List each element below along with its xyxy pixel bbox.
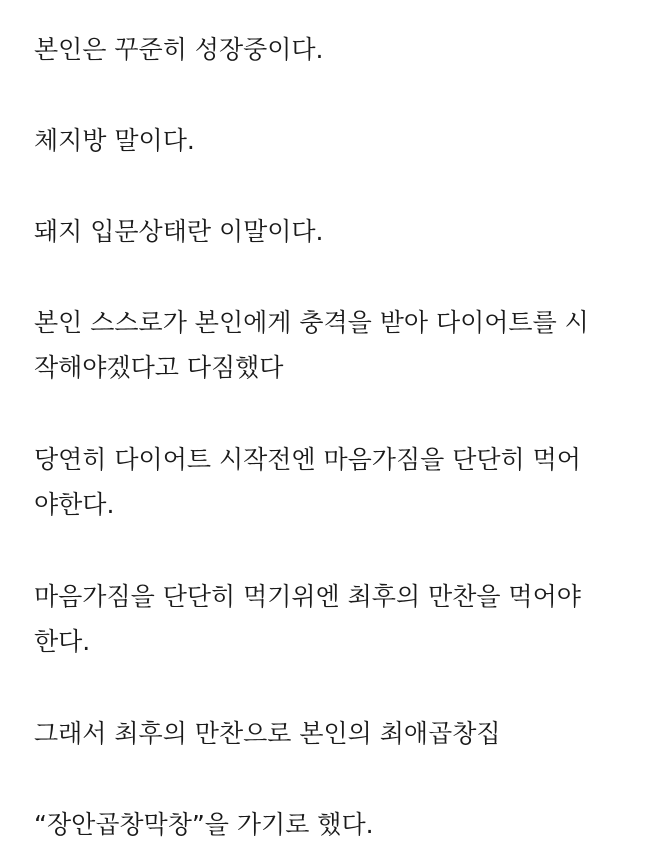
paragraph-3 [34,209,634,254]
paragraph-6 [34,574,634,664]
paragraph-4 [34,300,634,390]
text-line: 당연히 다이어트 시작전엔 마음가짐을 단단히 먹어 [34,445,581,474]
text-line: 그래서 최후의 만찬으로 본인의 최애곱창집 [34,719,501,748]
paragraph-5 [34,437,634,527]
paragraph-2 [34,118,634,163]
paragraph-8 [34,802,634,847]
text-line: 야한다. [34,490,115,519]
paragraph-1 [34,27,634,72]
text-line: “장안곱창막창”을 가기로 했다. [34,810,374,839]
text-line: 돼지 입문상태란 이말이다. [34,217,324,246]
text-line: 본인 스스로가 본인에게 충격을 받아 다이어트를 시 [34,308,589,337]
text-line: 마음가짐을 단단히 먹기위엔 최후의 만찬을 먹어야 [34,582,581,611]
text-line: 본인은 꾸준히 성장중이다. [34,35,324,64]
paragraph-7 [34,711,634,756]
text-line: 작해야겠다고 다짐했다 [34,353,284,382]
text-line: 한다. [34,627,91,656]
text-line: 체지방 말이다. [34,126,195,155]
